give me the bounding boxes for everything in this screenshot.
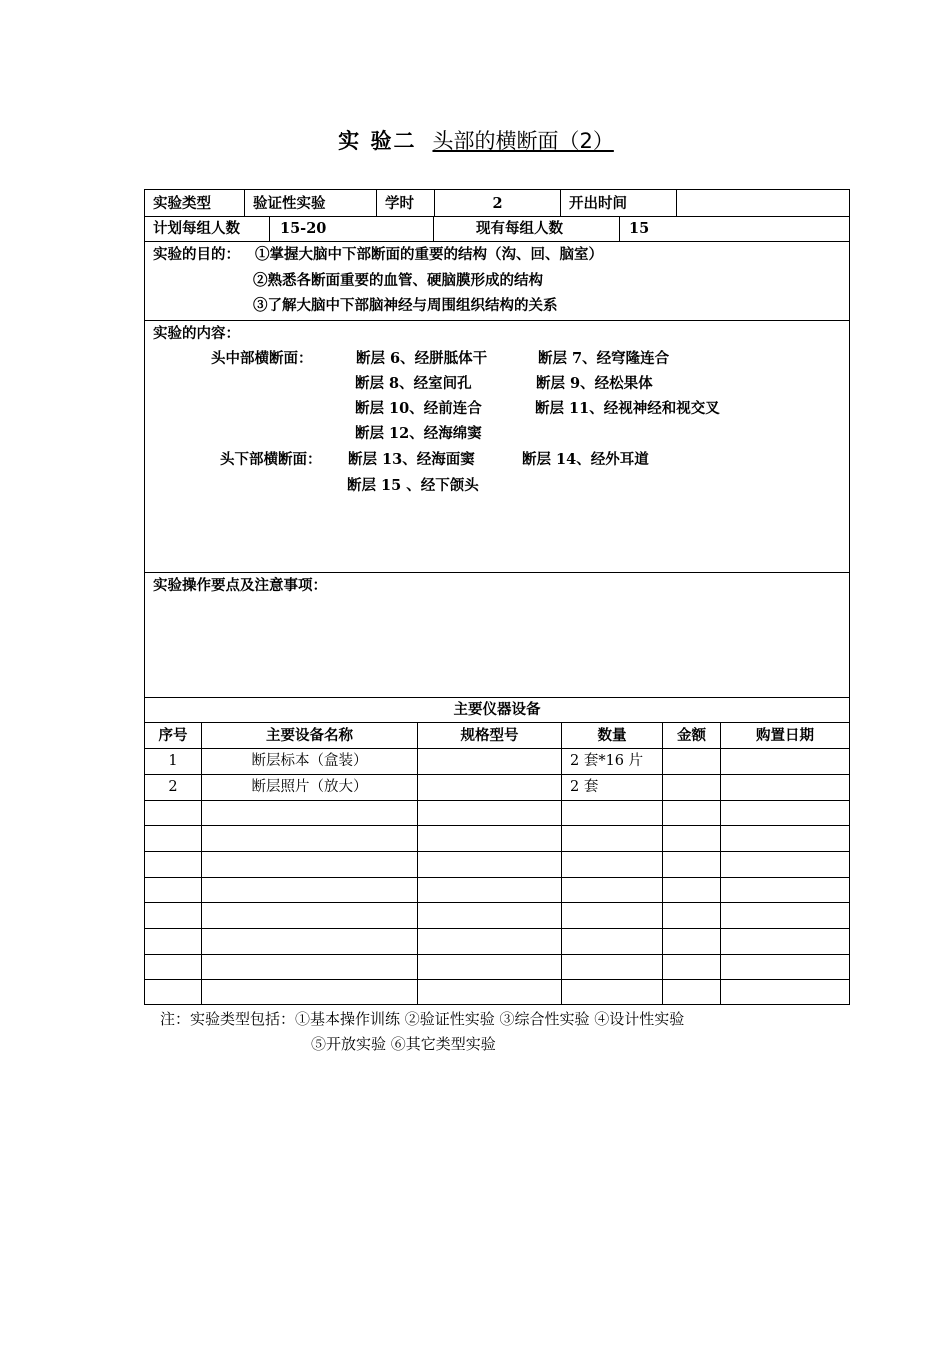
title-main: 实 验二 — [338, 128, 417, 153]
col-header-purchase-date: 购置日期 — [756, 727, 814, 744]
mid-section-label: 头中部横断面： — [211, 350, 313, 367]
col-header-name: 主要设备名称 — [266, 727, 353, 744]
layer-item: 断层 9、经松果体 — [536, 375, 653, 392]
plan-size-value: 15-20 — [280, 220, 327, 237]
layer-item: 断层 7、经穹隆连合 — [538, 350, 670, 367]
type-value: 验证性实验 — [253, 195, 326, 212]
title-sub: 头部的横断面（2） — [432, 129, 614, 153]
purpose-label: 实验的目的： — [153, 246, 240, 263]
layer-item: 断层 10、经前连合 — [355, 400, 482, 417]
row-index: 1 — [168, 753, 178, 769]
current-size-label: 现有每组人数 — [476, 220, 563, 237]
page-title — [0, 126, 952, 156]
col-header-quantity: 数量 — [597, 727, 627, 744]
content-label: 实验的内容： — [153, 325, 240, 342]
type-label: 实验类型 — [153, 195, 211, 212]
purpose-item: ③了解大脑中下部脑神经与周围组织结构的关系 — [253, 297, 558, 314]
layer-item: 断层 6、经胼胝体干 — [356, 350, 488, 367]
layer-item: 断层 11、经视神经和视交叉 — [535, 400, 720, 417]
footnote-line-2: ⑤开放实验 ⑥其它类型实验 — [311, 1035, 496, 1053]
col-header-index: 序号 — [158, 727, 188, 744]
row-quantity: 2 套*16 片 — [570, 753, 644, 769]
low-section-label: 头下部横断面： — [220, 451, 322, 468]
col-header-spec: 规格型号 — [460, 727, 519, 744]
footnote-line-1: 注：实验类型包括：①基本操作训练 ②验证性实验 ③综合性实验 ④设计性实验 — [160, 1010, 685, 1028]
plan-size-label: 计划每组人数 — [153, 220, 240, 237]
hours-value: 2 — [492, 195, 503, 212]
row-name: 断层照片（放大） — [251, 779, 368, 795]
hours-label: 学时 — [385, 195, 414, 212]
layer-item: 断层 8、经室间孔 — [355, 375, 472, 392]
row-name: 断层标本（盒装） — [251, 753, 368, 769]
equipment-title: 主要仪器设备 — [453, 701, 541, 718]
experiment-form — [144, 189, 850, 1005]
purpose-item: ②熟悉各断面重要的血管、硬脑膜形成的结构 — [253, 272, 543, 289]
row-index: 2 — [168, 779, 178, 795]
current-size-value: 15 — [629, 220, 650, 237]
layer-item: 断层 12、经海绵窦 — [355, 425, 482, 442]
col-header-amount: 金额 — [677, 727, 706, 744]
notes-label: 实验操作要点及注意事项： — [153, 577, 327, 594]
purpose-item: ①掌握大脑中下部断面的重要的结构（沟、回、脑室） — [255, 246, 603, 263]
layer-item: 断层 15 、经下颌头 — [347, 477, 479, 494]
row-quantity: 2 套 — [570, 779, 599, 795]
layer-item: 断层 13、经海面窦 — [348, 451, 475, 468]
open-time-label: 开出时间 — [569, 195, 627, 212]
layer-item: 断层 14、经外耳道 — [522, 451, 649, 468]
